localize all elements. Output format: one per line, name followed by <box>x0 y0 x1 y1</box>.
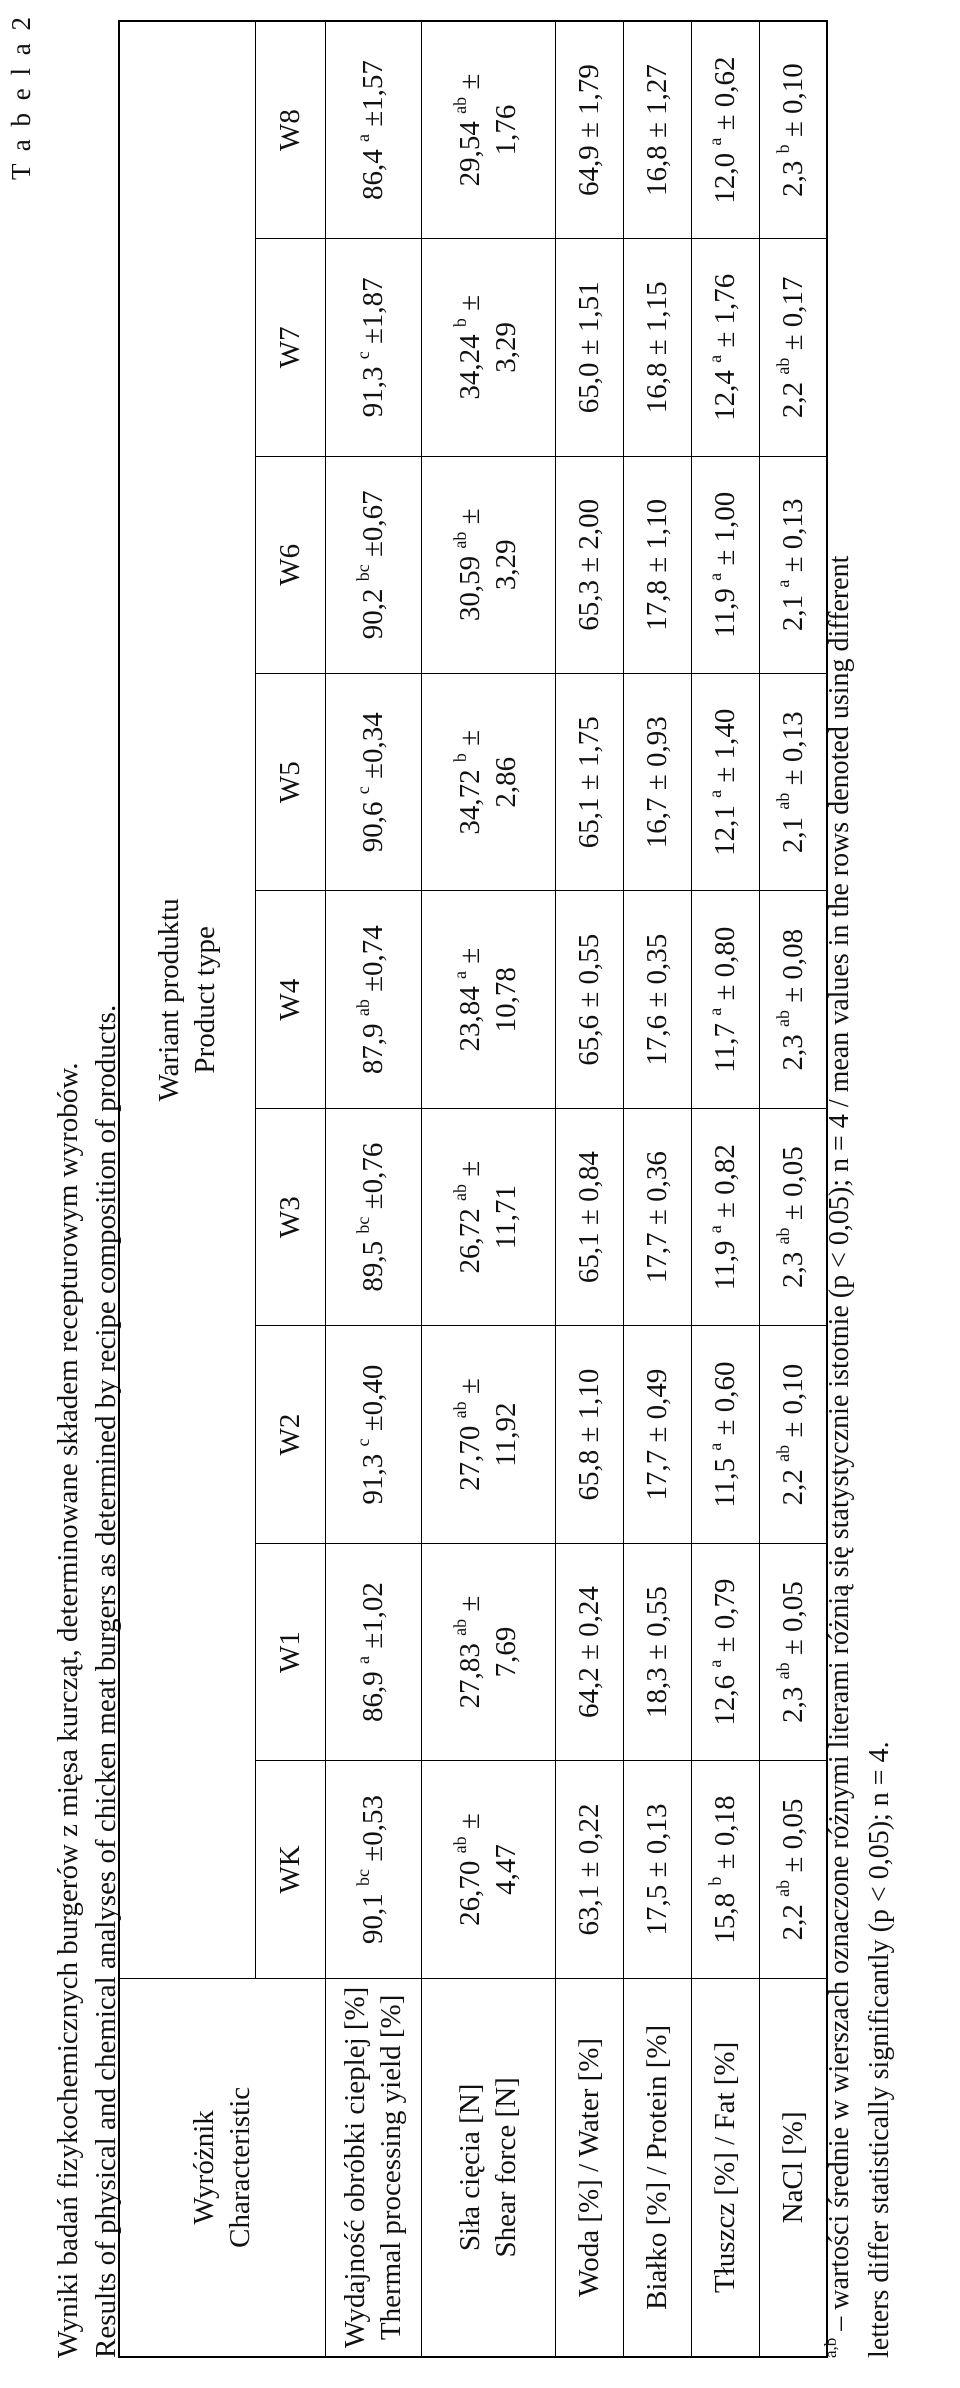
significance-letter: ab <box>450 1836 471 1854</box>
cell-value: 91,3 <box>357 366 389 418</box>
cell-error: ±0,53 <box>357 1795 389 1862</box>
table-cell: 17,6 ± 0,35 <box>623 891 691 1108</box>
cell-line <box>355 1332 391 1536</box>
cell-value: 30,59 <box>454 555 486 622</box>
cell-error: ± 1,76 <box>709 273 741 348</box>
table-cell: 65,3 ± 2,00 <box>555 456 623 673</box>
table-body <box>325 21 827 2357</box>
cell-line <box>775 680 811 884</box>
table-cell <box>421 456 555 673</box>
cell-error: ± 0,13 <box>776 498 809 573</box>
cell-line <box>452 897 488 1101</box>
table-cell: 65,6 ± 0,55 <box>555 891 623 1108</box>
header-product-en: Product type <box>189 926 222 1074</box>
table-cell: 65,0 ± 1,51 <box>555 239 623 456</box>
significance-letter: a <box>450 971 471 980</box>
cell-line <box>452 1332 488 1536</box>
significance-letter: c <box>353 1438 374 1447</box>
header-product-pl: Wariant produktu <box>153 898 186 1102</box>
cell-value: 11,7 <box>709 1023 741 1073</box>
table-cell: 17,5 ± 0,13 <box>623 1761 691 1978</box>
cell-value: 29,54 <box>454 121 486 187</box>
row-label: Woda [%] / Water [%] <box>555 1978 623 2357</box>
table-cell <box>325 1543 421 1760</box>
significance-letter: a <box>353 1656 374 1664</box>
significance-letter: b <box>450 318 471 328</box>
cell-value: 90,2 <box>357 588 389 640</box>
cell-line <box>707 1767 743 1971</box>
cell-line <box>707 463 743 667</box>
cell-error-line: 3,29 <box>490 539 522 591</box>
column-header: WK <box>255 1761 325 1978</box>
table-cell <box>759 1108 827 1325</box>
table-cell <box>421 1761 555 1978</box>
column-header: W6 <box>255 456 325 673</box>
cell-line <box>775 1767 811 1971</box>
cell-error: ± <box>454 729 486 746</box>
cell-value: 2,3 <box>776 1251 809 1288</box>
cell-value: 2,2 <box>776 1469 809 1506</box>
cell-value: 87,9 <box>357 1023 389 1075</box>
cell-error: ± 0,17 <box>776 276 809 351</box>
significance-letter: b <box>450 753 471 763</box>
table-cell <box>691 1543 759 1760</box>
cell-error-line: 11,71 <box>490 1185 522 1250</box>
cell-error: ± 0,05 <box>776 1798 809 1873</box>
column-header: W3 <box>255 1108 325 1325</box>
row-label-pl: Wydajność obróbki cieplej [%] <box>339 1986 371 2349</box>
cell-error: ±0,67 <box>357 490 389 557</box>
significance-letter: ab <box>773 1010 794 1028</box>
table-cell <box>421 239 555 456</box>
cell-value: 26,70 <box>454 1860 486 1926</box>
cell-error: ±1,57 <box>357 60 389 127</box>
significance-letter: c <box>353 351 374 360</box>
significance-letter: a <box>705 1442 726 1451</box>
header-product-type <box>119 21 255 1978</box>
table-cell: 63,1 ± 0,22 <box>555 1761 623 1978</box>
table-cell <box>325 1761 421 1978</box>
cell-error: ± 1,00 <box>709 491 741 566</box>
table-cell <box>759 891 827 1108</box>
table-cell <box>421 674 555 891</box>
table-cell: 16,8 ± 1,27 <box>623 21 691 239</box>
cell-value: 34,24 <box>454 334 486 400</box>
significance-letter: ab <box>450 96 471 114</box>
cell-value: 12,0 <box>709 152 741 204</box>
cell-error: ±0,76 <box>357 1142 389 1210</box>
table-cell <box>691 891 759 1108</box>
cell-value: 2,2 <box>776 1904 809 1941</box>
cell-value: 2,1 <box>776 816 809 854</box>
table-cell: 65,1 ± 0,84 <box>555 1108 623 1325</box>
cell-error: ± 0,10 <box>776 63 809 138</box>
column-header: W8 <box>255 21 325 239</box>
cell-value: 12,6 <box>709 1674 741 1726</box>
header-characteristic <box>119 1978 325 2357</box>
significance-letter: ab <box>450 1618 471 1636</box>
cell-error: ±0,34 <box>357 712 389 779</box>
table-cell: 65,1 ± 1,75 <box>555 674 623 891</box>
table-cell <box>759 674 827 891</box>
footnote-mark: a,b <box>820 2337 840 2358</box>
column-header: W7 <box>255 239 325 456</box>
footnote-line-2: letters differ statistically significantly (p < 0,05); n = 4. <box>864 1741 895 2358</box>
cell-error-line: 7,69 <box>490 1626 522 1678</box>
cell-value: 86,9 <box>357 1671 389 1722</box>
significance-letter: a <box>353 134 374 143</box>
row-label: Tłuszcz [%] / Fat [%] <box>691 1978 759 2357</box>
cell-error: ± <box>454 947 486 964</box>
column-header: W2 <box>255 1326 325 1543</box>
table-cell: 17,7 ± 0,49 <box>623 1326 691 1543</box>
caption-polish: Wyniki badań fizykochemicznych burgerów z mięsa kurcząt, determinowane składem recepturowym wyrobów. <box>52 1062 84 2358</box>
cell-error: ± 0,62 <box>709 56 741 131</box>
cell-line <box>775 1332 811 1536</box>
caption-english: Results of physical and chemical analyses of chicken meat burgers as determined by recipe composition of products. <box>90 1004 122 2358</box>
table-cell <box>325 891 421 1108</box>
cell-line <box>775 463 811 667</box>
cell-value: 2,2 <box>776 381 809 419</box>
cell-line <box>775 1115 811 1319</box>
cell-value: 15,8 <box>709 1892 741 1944</box>
significance-letter: a <box>773 579 794 588</box>
cell-value: 34,72 <box>454 769 486 835</box>
table-cell: 64,2 ± 0,24 <box>555 1543 623 1760</box>
cell-value: 12,1 <box>709 805 741 856</box>
cell-line <box>775 1550 811 1754</box>
significance-letter: ab <box>773 357 794 375</box>
cell-line <box>707 28 743 232</box>
footnote-text-1: – wartości średnie w wierszach oznaczone różnymi literami różnią się statystycznie istotnie (p < 0,05); n = 4 / mean values in the rows denoted using different <box>824 555 855 2338</box>
cell-error: ± <box>454 1160 486 1177</box>
cell-error-line: 10,78 <box>490 967 522 1033</box>
cell-line <box>355 463 391 667</box>
significance-letter: ab <box>450 1401 471 1419</box>
significance-letter: a <box>705 354 726 363</box>
table-cell: 18,3 ± 0,55 <box>623 1543 691 1760</box>
significance-letter: ab <box>450 531 471 549</box>
table-row <box>555 21 623 2357</box>
table-cell: 64,9 ± 1,79 <box>555 21 623 239</box>
cell-line <box>355 1115 391 1319</box>
significance-letter: c <box>353 786 374 795</box>
significance-letter: bc <box>353 564 374 582</box>
table-cell <box>759 456 827 673</box>
table-cell <box>325 1326 421 1543</box>
cell-line <box>355 897 391 1101</box>
cell-error: ± 1,40 <box>709 708 741 783</box>
cell-line <box>452 680 488 884</box>
significance-letter: a <box>705 137 726 146</box>
cell-error: ± 0,82 <box>709 1144 741 1218</box>
table-cell <box>691 239 759 456</box>
cell-line <box>452 1115 488 1319</box>
cell-error: ± 0,13 <box>776 711 809 786</box>
table-cell <box>691 1326 759 1543</box>
table-cell <box>421 1543 555 1760</box>
cell-value: 11,5 <box>709 1457 741 1508</box>
cell-line <box>452 245 488 449</box>
cell-value: 11,9 <box>709 588 741 638</box>
table-cell <box>759 1761 827 1978</box>
significance-letter: ab <box>773 1444 794 1462</box>
table-cell <box>691 674 759 891</box>
table-row <box>421 21 555 2357</box>
cell-line <box>452 28 488 232</box>
significance-letter: a <box>705 1007 726 1016</box>
cell-error: ± <box>454 1595 486 1612</box>
table-row <box>325 21 421 2357</box>
header-characteristic-pl: Wyróżnik <box>188 2110 221 2225</box>
cell-value: 90,6 <box>357 801 389 853</box>
results-table <box>118 20 828 2358</box>
cell-error: ±1,02 <box>357 1582 389 1649</box>
table-cell: 17,7 ± 0,36 <box>623 1108 691 1325</box>
cell-error: ± 0,18 <box>709 1795 741 1870</box>
cell-error-line: 11,92 <box>490 1402 522 1467</box>
table-cell <box>421 1108 555 1325</box>
table-cell <box>691 456 759 673</box>
cell-error: ±0,40 <box>357 1364 389 1432</box>
cell-value: 27,83 <box>454 1643 486 1709</box>
footnote-line-1 <box>822 556 858 2358</box>
cell-error-line: 1,76 <box>490 104 522 156</box>
cell-value: 2,3 <box>776 1034 809 1071</box>
cell-line <box>452 1767 488 1971</box>
significance-letter: a <box>705 1225 726 1234</box>
cell-value: 91,3 <box>357 1453 389 1505</box>
cell-error: ±0,74 <box>357 925 389 992</box>
column-header: W1 <box>255 1543 325 1760</box>
row-label: NaCl [%] <box>759 1978 827 2357</box>
cell-error: ± 0,80 <box>709 926 741 1001</box>
table-row <box>623 21 691 2357</box>
cell-error-line: 4,47 <box>490 1844 522 1895</box>
cell-error: ± <box>454 294 486 311</box>
cell-line <box>355 1550 391 1754</box>
significance-letter: ab <box>450 1183 471 1201</box>
table-cell <box>759 239 827 456</box>
table-cell <box>325 239 421 456</box>
cell-error: ± 0,05 <box>776 1581 809 1656</box>
cell-error: ± <box>454 73 486 90</box>
header-characteristic-en: Characteristic <box>224 2086 257 2248</box>
cell-value: 26,72 <box>454 1208 486 1274</box>
cell-value: 86,4 <box>357 149 389 201</box>
cell-line <box>775 28 811 232</box>
cell-line <box>707 245 743 449</box>
significance-letter: bc <box>353 1216 374 1234</box>
cell-value: 90,1 <box>357 1893 389 1944</box>
cell-error: ± 0,79 <box>709 1578 741 1653</box>
row-label-en: Thermal processing yield [%] <box>375 1994 407 2341</box>
cell-error: ± 0,08 <box>776 928 809 1003</box>
table-cell <box>759 1543 827 1760</box>
table-cell <box>421 891 555 1108</box>
cell-line <box>707 1115 743 1319</box>
table-cell <box>421 21 555 239</box>
cell-error: ± <box>454 508 486 525</box>
cell-value: 2,1 <box>776 594 809 632</box>
cell-value: 23,84 <box>454 986 486 1052</box>
table-cell <box>691 21 759 239</box>
row-label-pl: Siła cięcia [N] <box>454 2083 486 2252</box>
cell-line <box>775 897 811 1101</box>
significance-letter: bc <box>353 1868 374 1886</box>
significance-letter: b <box>773 144 794 154</box>
cell-value: 2,3 <box>776 160 809 197</box>
cell-error-line: 2,86 <box>490 756 522 808</box>
cell-value: 12,4 <box>709 370 741 421</box>
table-cell: 17,8 ± 1,10 <box>623 456 691 673</box>
cell-error: ± <box>454 1378 486 1395</box>
cell-line <box>355 1767 391 1971</box>
significance-letter: a <box>705 1659 726 1668</box>
cell-line <box>452 463 488 667</box>
table-cell <box>691 1108 759 1325</box>
column-header: W5 <box>255 674 325 891</box>
table-cell <box>759 1326 827 1543</box>
row-label <box>421 1978 555 2357</box>
significance-letter: ab <box>773 792 794 810</box>
table-cell: 16,8 ± 1,15 <box>623 239 691 456</box>
significance-letter: ab <box>773 1662 794 1680</box>
significance-letter: ab <box>773 1227 794 1245</box>
cell-value: 2,3 <box>776 1686 809 1723</box>
column-header: W4 <box>255 891 325 1108</box>
cell-line <box>355 680 391 884</box>
cell-value: 89,5 <box>357 1240 389 1292</box>
table-number: T a b e l a 2 <box>6 14 36 180</box>
significance-letter: a <box>705 789 726 798</box>
significance-letter: ab <box>773 1879 794 1897</box>
cell-value: 27,70 <box>454 1425 486 1491</box>
cell-value: 11,9 <box>709 1240 741 1291</box>
row-label-en: Shear force [N] <box>490 2077 522 2258</box>
significance-letter: a <box>705 572 726 581</box>
table-row <box>759 21 827 2357</box>
row-label <box>325 1978 421 2357</box>
cell-error: ± 0,10 <box>776 1363 809 1438</box>
table-row <box>691 21 759 2357</box>
cell-error: ± <box>454 1813 486 1830</box>
table-cell <box>691 1761 759 1978</box>
significance-letter: ab <box>353 999 374 1017</box>
cell-error: ±1,87 <box>357 277 389 345</box>
table-cell <box>759 21 827 239</box>
cell-line <box>452 1550 488 1754</box>
cell-error-line: 3,29 <box>490 321 522 373</box>
table-cell: 16,7 ± 0,93 <box>623 674 691 891</box>
cell-line <box>707 1332 743 1536</box>
table-cell <box>325 21 421 239</box>
cell-line <box>707 1550 743 1754</box>
significance-letter: b <box>705 1876 726 1886</box>
row-label: Białko [%] / Protein [%] <box>623 1978 691 2357</box>
cell-line <box>355 28 391 232</box>
cell-error: ± 0,60 <box>709 1361 741 1436</box>
cell-line <box>355 245 391 449</box>
table-cell <box>325 456 421 673</box>
table-cell <box>325 674 421 891</box>
table-cell: 65,8 ± 1,10 <box>555 1326 623 1543</box>
cell-line <box>775 245 811 449</box>
cell-line <box>707 680 743 884</box>
cell-error: ± 0,05 <box>776 1146 809 1221</box>
cell-line <box>707 897 743 1101</box>
table-cell <box>325 1108 421 1325</box>
table-cell <box>421 1326 555 1543</box>
